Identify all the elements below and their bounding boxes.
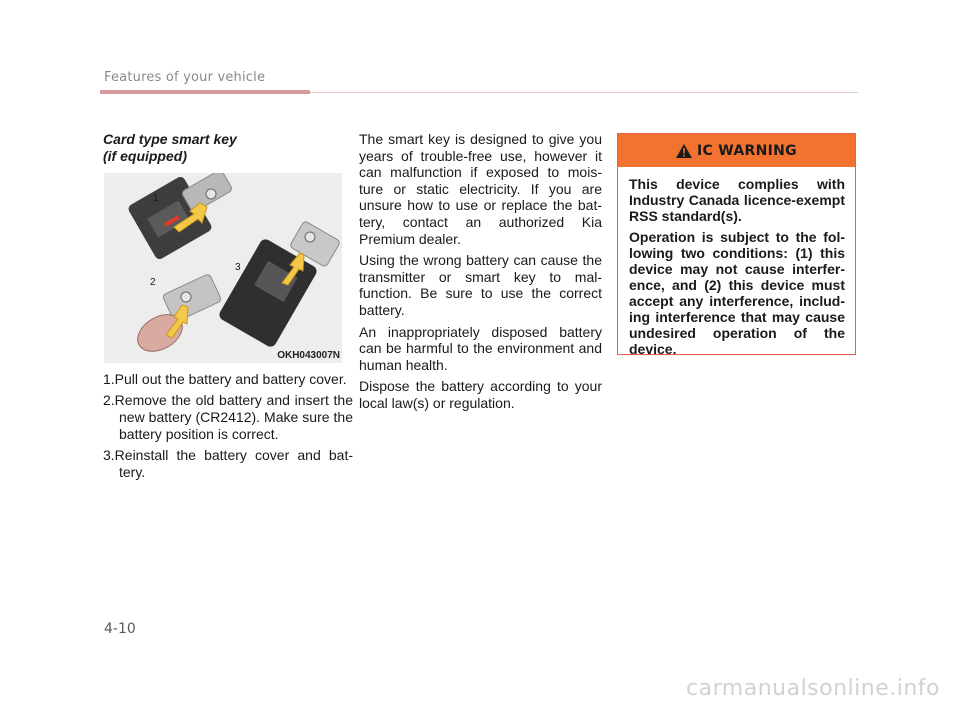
section-title [103,131,353,165]
callout-3: 3 [235,262,241,273]
header-accent-rule [100,90,310,94]
ic-warning-box [617,133,856,355]
body-paragraph: Using the wrong battery can cause the transmitter or smart key to mal-function. Be sure to use the correct battery. [359,252,602,318]
battery-replacement-figure [104,173,342,363]
battery-steps-list [103,371,353,481]
body-paragraph: Dispose the battery according to your local law(s) or regulation. [359,378,602,411]
watermark: carmanualsonline.info [686,676,940,701]
warning-body [618,167,855,357]
step-item: 2.Remove the old battery and insert the new battery (CR2412). Make sure the battery position is correct. [103,392,353,442]
middle-column [359,131,602,417]
warning-paragraph: This device complies with Industry Canada licence-exempt RSS standard(s). [629,176,845,224]
cover-screw-top [206,189,216,199]
figure-code: OKH043007N [277,350,340,361]
body-paragraph: An inappropriately disposed battery can be harmful to the environment and human health. [359,323,602,373]
header-divider-rule [310,92,858,93]
body-paragraph: The smart key is designed to give you years of trouble-free use, however it can malfunction if exposed to mois-ture or static electricity. If you are unsure how to use or replace the bat-tery, contact an authorized Kia Premium dealer. [359,131,602,247]
holder-screw [181,292,191,302]
step-item: 3.Reinstall the battery cover and bat-tery. [103,447,353,480]
warning-title: IC WARNING [697,142,797,159]
cover-screw-right [305,232,315,242]
warning-paragraph: Operation is subject to the fol-lowing two conditions: (1) this device may not cause interfer-ence, and (2) this device must accept any interference, includ-ing interference that may cause undesired operation of the device. [629,229,845,357]
callout-2: 2 [150,277,156,288]
callout-1: 1 [153,193,159,204]
warning-triangle-icon [676,144,692,158]
warning-header [618,134,855,167]
step-item: 1.Pull out the battery and battery cover. [103,371,347,387]
battery-illustration [104,173,342,363]
left-column [103,131,353,485]
page-number: 4-10 [104,621,136,637]
section-title-line2: (if equipped) [103,148,187,164]
page-header-title: Features of your vehicle [104,70,266,85]
section-title-line1: Card type smart key [103,131,237,147]
